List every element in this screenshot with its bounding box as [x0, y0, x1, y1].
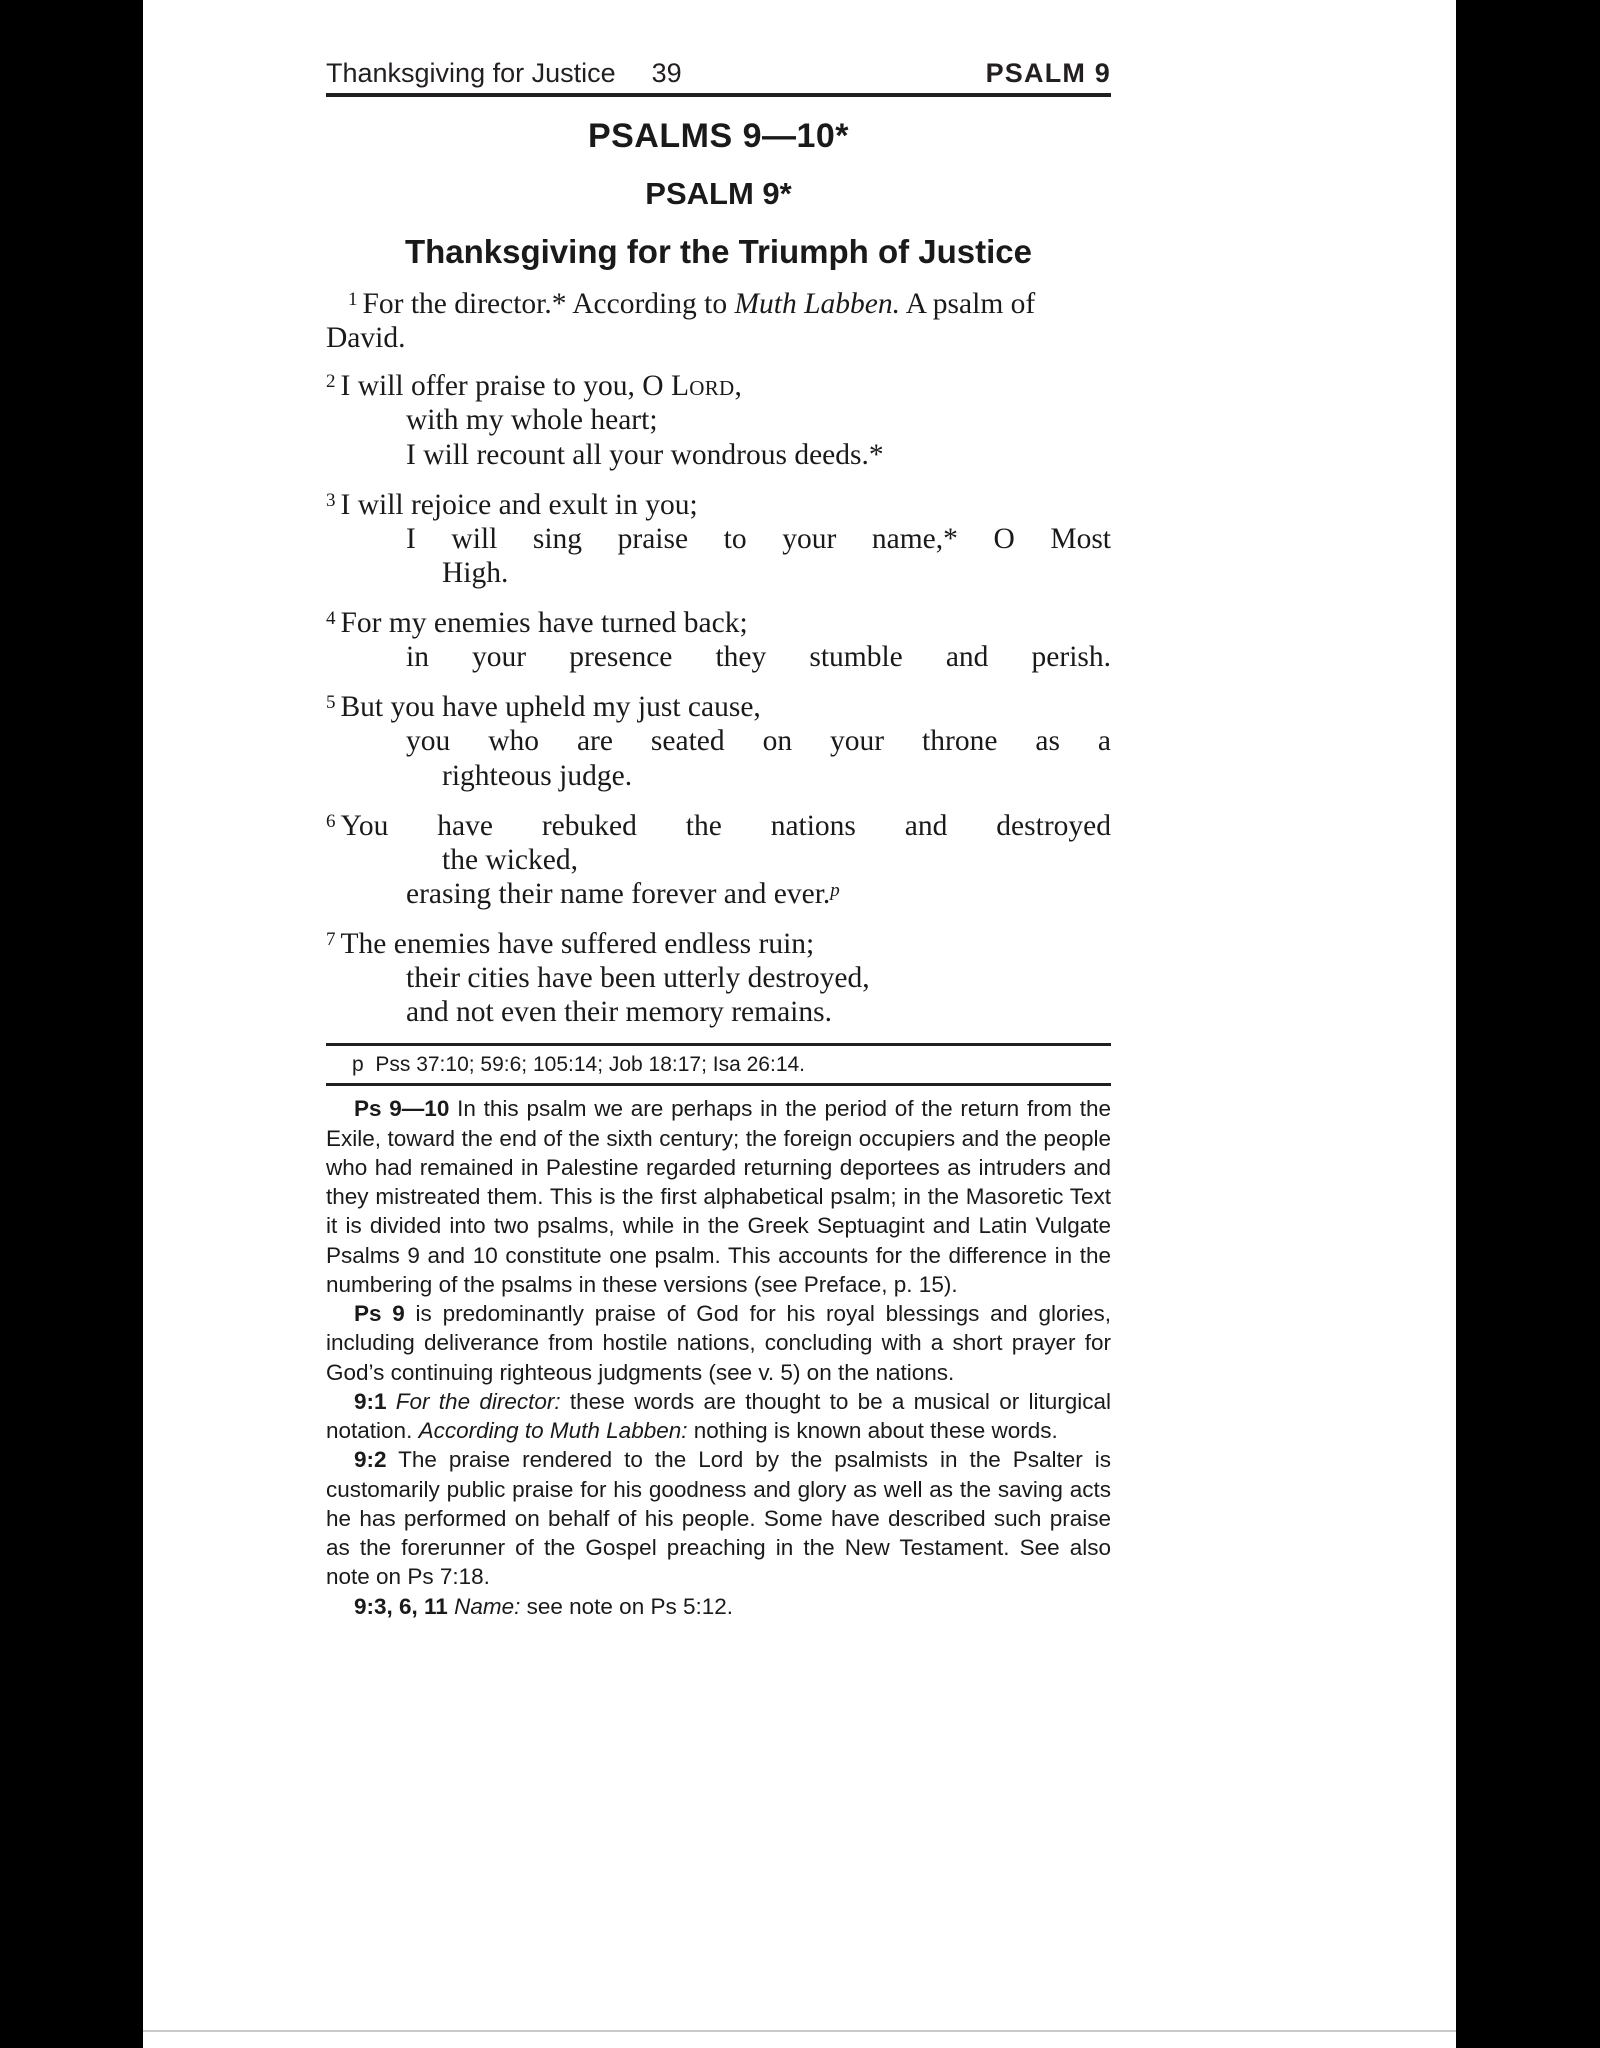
commentary-notes [326, 1094, 1111, 1621]
verse-stanza [326, 690, 1111, 792]
verse-text: I will offer praise to you, O [340, 370, 671, 403]
verse-line [326, 369, 1111, 403]
verse-text: For my enemies have turned back; [340, 607, 748, 639]
verse-stanza [326, 927, 1111, 1029]
note-body: The praise rendered to the Lord by the psalmists in the Psalter is customarily public praise for his goodness and glory as well as the saving acts he has performed on behalf of his people. Some have described such praise as the forerunner of the Gospel preaching in the New Testament. See also note on Ps 7:18. [326, 1447, 1111, 1590]
note-body: these words are thought to be a musical or liturgical notation. [326, 1388, 1111, 1444]
verse-text: You have rebuked the nations and destroyed [340, 809, 1111, 842]
psalm-heading: PSALM 9* [645, 176, 792, 211]
psalm-subtitle: Thanksgiving for the Triumph of Justice [404, 233, 1033, 270]
note-label: 9:3, 6, 11 [354, 1593, 448, 1619]
running-head-reference: PSALM 9 [985, 58, 1111, 88]
note-item [326, 1387, 1111, 1446]
verse-stanza [326, 809, 1111, 911]
verse-line: you who are seated on your throne as a [406, 725, 1111, 758]
verse-number: 7 [326, 929, 336, 950]
verse-stanza [326, 369, 1111, 471]
cross-reference-line [326, 1046, 1111, 1083]
verse-stanza [326, 488, 1111, 590]
note-lemma: Name: [447, 1593, 521, 1619]
divine-name: Lord [670, 370, 735, 403]
verse-number: 6 [326, 810, 336, 832]
superscription [326, 287, 1111, 355]
verse-number: 1 [348, 289, 358, 310]
verse-stanza [326, 606, 1111, 674]
verse-line: righteous judge. [442, 759, 633, 792]
verse-line [326, 488, 1111, 522]
verse-line [326, 606, 1111, 640]
page-number: 39 [651, 58, 682, 88]
note-body: In this psalm we are perhaps in the period of the return from the Exile, toward the end of the sixth century; the foreign occupiers and the people who had remained in Palestine regarded returning deportees as intruders and they mistreated them. This is the first alphabetical psalm; in the Masoretic Text it is divided into two psalms, while in the Greek Septuagint and Latin Vulgate Psalms 9 and 10 constitute one psalm. This accounts for the difference in the numbering of the psalms in these versions (see Preface, p. 15). [326, 1096, 1112, 1297]
note-lemma: According to Muth Labben: [418, 1418, 688, 1444]
note-body: nothing is known about these words. [687, 1418, 1058, 1444]
note-label: Ps 9 [354, 1301, 405, 1327]
note-label: Ps 9—10 [354, 1096, 450, 1122]
verse-line: with my whole heart; [406, 404, 658, 437]
running-head-title: Thanksgiving for Justice [326, 58, 616, 88]
verse-line: and not even their memory remains. [406, 996, 832, 1029]
verse-number: 4 [326, 608, 336, 629]
verse-line [326, 809, 1111, 843]
scanned-page [143, 0, 1456, 2048]
cross-reference-letter: p [352, 1053, 364, 1077]
verse-line: I will sing praise to your name,* O Most [406, 522, 1111, 555]
verse-text: But you have upheld my just cause, [340, 691, 761, 724]
verse-text: The enemies have suffered endless ruin; [340, 928, 815, 960]
note-item [326, 1445, 1111, 1591]
cross-reference-bottom-rule [326, 1083, 1111, 1086]
verse-text-tail: , [734, 370, 742, 403]
verse-line: in your presence they stumble and perish. [406, 641, 1111, 674]
page-bottom-rule [143, 2030, 1456, 2032]
note-item [326, 1299, 1111, 1387]
note-label: 9:1 [354, 1388, 387, 1414]
verse-line [326, 877, 1111, 911]
note-item [326, 1592, 1111, 1621]
verse-text: erasing their name forever and ever. [406, 877, 831, 910]
note-item [326, 1094, 1111, 1299]
cross-reference-marker: p [830, 879, 840, 901]
cross-reference-section [326, 1043, 1111, 1086]
text-column [326, 58, 1111, 1621]
verse-line [326, 690, 1111, 724]
note-body: is predominantly praise of God for his royal blessings and glories, including deliverance from hostile nations, concluding with a short prayer for God’s continuing righteous judgments (see v. 5) on the nations. [326, 1301, 1111, 1385]
scripture-body [326, 287, 1111, 1029]
header-divider [326, 93, 1111, 97]
superscription-text-a: For the director. [362, 288, 552, 320]
running-head [326, 58, 1111, 93]
verse-line: their cities have been utterly destroyed, [406, 962, 870, 995]
note-lemma: For the director: [386, 1388, 561, 1414]
note-label: 9:2 [354, 1447, 387, 1473]
verse-number: 5 [326, 692, 336, 714]
superscription-text-c: A psalm of David. [326, 288, 1036, 355]
superscription-text-b: According to [566, 288, 735, 320]
psalms-range-heading: PSALMS 9—10* [587, 117, 850, 155]
superscription-italic: Muth Labben. [734, 288, 900, 320]
verse-line: the wicked, [442, 843, 578, 876]
verse-number: 3 [326, 489, 336, 511]
cross-reference-text: Pss 37:10; 59:6; 105:14; Job 18:17; Isa 26:14. [375, 1053, 806, 1077]
verse-line [326, 927, 1111, 961]
verse-text: I will rejoice and exult in you; [340, 488, 698, 521]
footnote-asterisk: * [551, 288, 567, 320]
note-body: see note on Ps 5:12. [520, 1593, 734, 1619]
verse-number: 2 [326, 371, 336, 393]
verse-line: High. [442, 556, 509, 589]
verse-line: I will recount all your wondrous deeds.* [406, 438, 884, 471]
